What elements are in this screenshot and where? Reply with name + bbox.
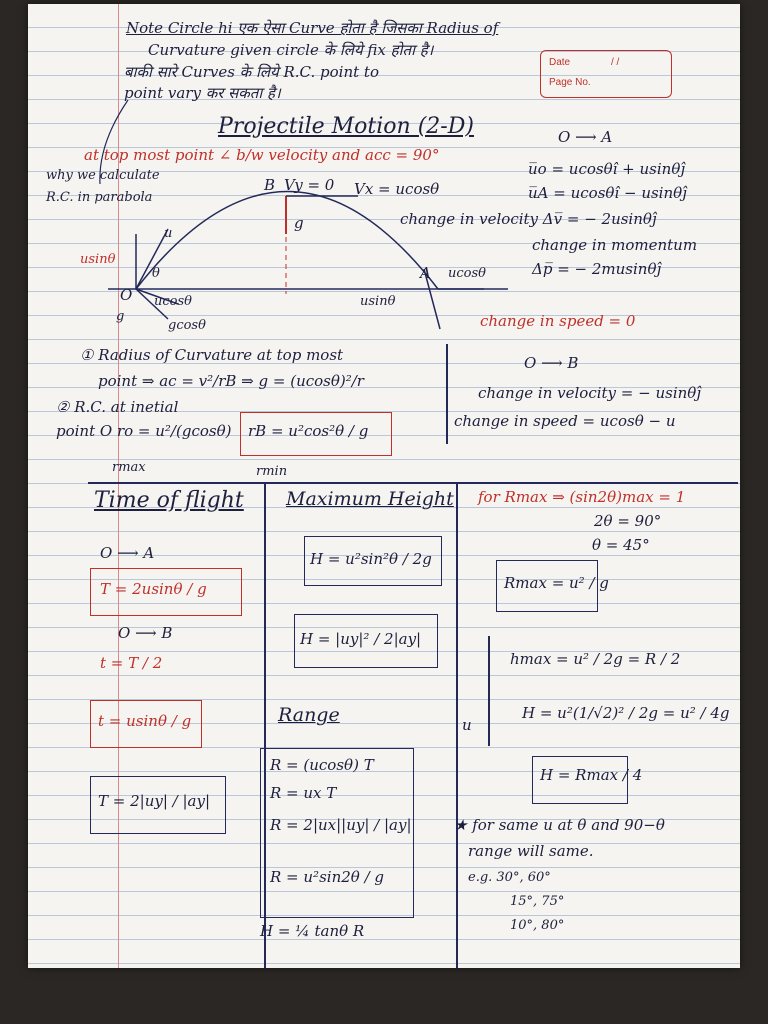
g-low-label: g <box>116 309 125 324</box>
mh-H1-eq: H = u²sin²θ / 2g <box>310 550 432 568</box>
date-separator: / / <box>611 57 620 68</box>
hmax-arrow-line <box>488 636 490 746</box>
H-rmax-eq: H = Rmax / 4 <box>540 766 643 784</box>
rb-eq: rB = u²cos²θ / g <box>248 422 369 440</box>
H-derive-eq: H = u²(1/√2)² / 2g = u² / 4g <box>522 704 730 722</box>
tof-t-eq: t = usinθ / g <box>98 712 192 730</box>
range-R1: R = (ucosθ) T <box>270 756 374 774</box>
oa-label: O ⟶ A <box>558 128 613 146</box>
table-top-line <box>88 482 738 484</box>
note-arrow <box>100 100 128 184</box>
usin-a-label: usinθ <box>360 294 396 309</box>
vy-label: Vy = 0 <box>284 176 335 194</box>
note-line-4: point vary कर सकता है। <box>124 84 281 102</box>
example-1: e.g. 30°, 60° <box>468 870 551 885</box>
same-range-1: ★ for same u at θ and 90−θ <box>454 816 665 834</box>
ua-eq: u̅A = ucosθî − usinθĵ <box>528 184 687 202</box>
example-3: 10°, 80° <box>510 918 565 933</box>
rmax-eq: Rmax = u² / g <box>504 574 609 592</box>
rmax-label: rmax <box>112 460 146 475</box>
rc-item-1: ① Radius of Curvature at top most <box>80 346 344 364</box>
u-label: u <box>164 226 173 241</box>
rmax-heading: for Rmax ⇒ (sin2θ)max = 1 <box>478 488 686 506</box>
tof-T-eq: T = 2usinθ / g <box>100 580 207 598</box>
ucos-label: ucosθ <box>154 294 192 309</box>
gcos-label: gcosθ <box>168 318 206 333</box>
mh-H2-eq: H = |uy|² / 2|ay| <box>300 630 422 648</box>
rmax-theta: θ = 45° <box>592 536 650 554</box>
note-line-1: Note Circle hi एक ऐसा Curve होता है जिसका Radius of <box>126 19 499 37</box>
example-2: 15°, 75° <box>510 894 565 909</box>
table-col-divider-2 <box>456 482 458 968</box>
hmax-eq: hmax = u² / 2g = R / 2 <box>510 650 681 668</box>
range-R2: R = ux T <box>270 784 337 802</box>
origin-label: O <box>120 286 133 304</box>
why-note-line-1: why we calculate <box>46 168 160 183</box>
tof-t-half: t = T / 2 <box>100 654 163 672</box>
tof-oa: O ⟶ A <box>100 544 155 562</box>
top-point-note: at top most point ∠ b/w velocity and acc = 90° <box>84 146 440 164</box>
range-R3: R = 2|ux||uy| / |ay| <box>270 816 412 834</box>
notebook-page <box>28 4 740 968</box>
why-note-line-2: R.C. in parabola <box>46 190 153 205</box>
rc-item-2: ② R.C. at inetial <box>56 398 179 416</box>
usin-label: usinθ <box>80 252 116 267</box>
ob-speed: change in speed = ucosθ − u <box>454 412 676 430</box>
theta-label: θ <box>152 266 160 281</box>
page-title: Projectile Motion (2-D) <box>218 114 474 139</box>
same-range-2: range will same. <box>468 842 594 860</box>
rc-item-1b: point ⇒ ac = v²/rB ⇒ g = (ucosθ)²/r <box>98 372 364 390</box>
rmin-label: rmin <box>256 464 288 479</box>
ucos-a-label: ucosθ <box>448 266 486 281</box>
note-line-3: बाकी सारे Curves के लिये R.C. point to <box>124 63 379 81</box>
rmax-2theta: 2θ = 90° <box>594 512 662 530</box>
dp-eq: Δp̅ = − 2musinθĵ <box>532 260 662 278</box>
point-a-label: A <box>420 264 431 282</box>
divider-rc <box>446 344 448 444</box>
rc-item-2b: point O ro = u²/(gcosθ) <box>56 422 232 440</box>
page-no-label: Page No. <box>549 77 591 88</box>
mh-H3-eq: H = ¼ tanθ R <box>260 922 365 940</box>
range-R4: R = u²sin2θ / g <box>270 868 384 886</box>
date-label: Date <box>549 57 571 68</box>
mh-heading: Maximum Height <box>286 488 454 510</box>
dp-label: change in momentum <box>532 236 698 254</box>
u-arrow-label: u <box>462 716 472 734</box>
ob-label: O ⟶ B <box>524 354 579 372</box>
range-heading: Range <box>278 704 340 726</box>
note-line-2: Curvature given circle के लिये fix होता है। <box>148 41 434 59</box>
ob-dv: change in velocity = − usinθĵ <box>478 384 701 402</box>
vx-label: Vx = ucosθ <box>354 180 440 198</box>
tof-T-gen-eq: T = 2|uy| / |ay| <box>98 792 211 810</box>
speed-change-oa: change in speed = 0 <box>480 312 636 330</box>
point-b-label: B <box>264 176 276 194</box>
tof-ob: O ⟶ B <box>118 624 173 642</box>
tof-heading: Time of flight <box>94 488 244 513</box>
uo-eq: u̅o = ucosθî + usinθĵ <box>528 160 686 178</box>
dv-eq: change in velocity Δv̅ = − 2usinθĵ <box>400 210 657 228</box>
g-label: g <box>294 214 304 232</box>
